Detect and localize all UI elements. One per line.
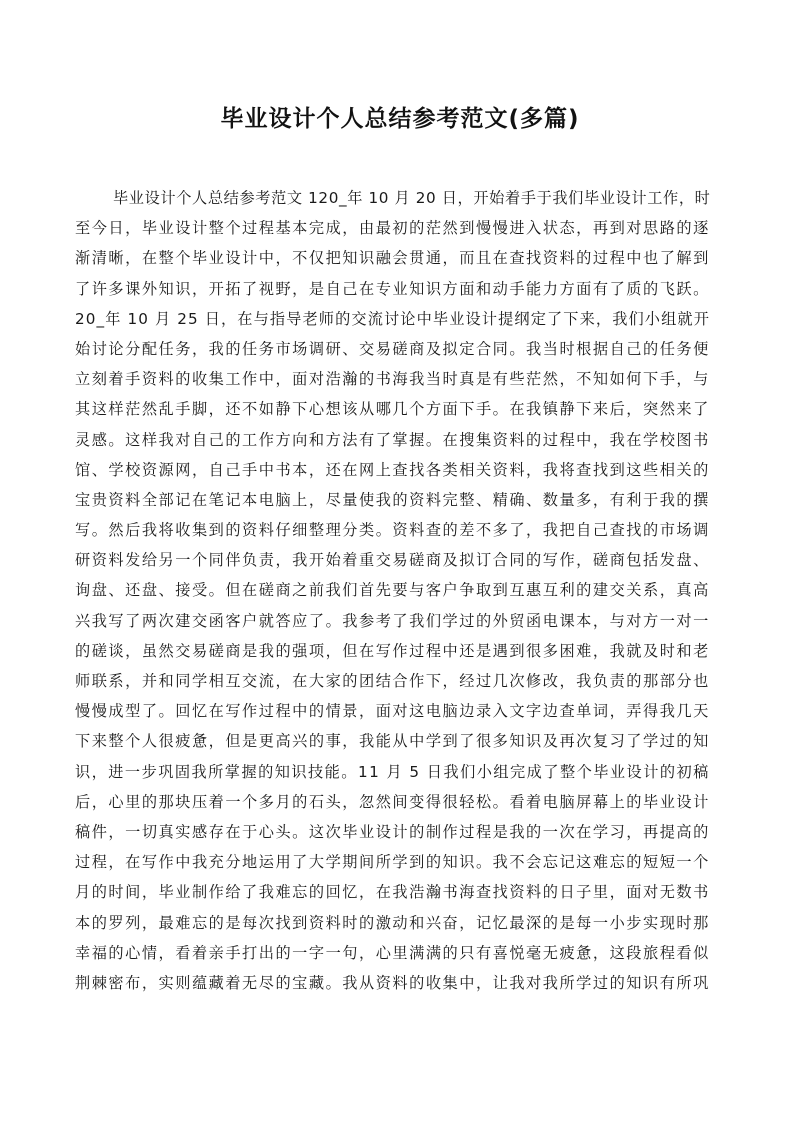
paragraph-line: 灵感。这样我对自己的工作方向和方法有了掌握。在搜集资料的过程中，我在学校图书: [75, 430, 710, 449]
paragraph-line: 师联系，并和同学相互交流，在大家的团结合作下，经过几次修改，我负责的那部分也: [75, 672, 710, 690]
paragraph-line: 写。然后我将收集到的资料仔细整理分类。资料查的差不多了，我把自己查找的市场调: [75, 521, 710, 540]
paragraph-line: 慢慢成型了。回忆在写作过程中的情景，面对这电脑边录入文字边查单词，弄得我几天: [75, 702, 710, 721]
paragraph-line: 询盘、还盘、接受。但在磋商之前我们首先要与客户争取到互惠互利的建交关系，真高: [75, 581, 710, 600]
paragraph-line: 后，心里的那块压着一个多月的石头，忽然间变得很轻松。看着电脑屏幕上的毕业设计: [75, 792, 710, 811]
paragraph-line: 幸福的心情，看着亲手打出的一字一句，心里满满的只有喜悦毫无疲惫，这段旅程看似: [75, 943, 710, 962]
paragraph-line: 本的罗列，最难忘的是每次找到资料时的激动和兴奋，记忆最深的是每一小步实现时那: [75, 913, 710, 932]
paragraph-line: 立刻着手资料的收集工作中，面对浩瀚的书海我当时真是有些茫然，不知如何下手，与: [75, 370, 710, 389]
paragraph-line: 了许多课外知识，开拓了视野，是自己在专业知识方面和动手能力方面有了质的飞跃。: [75, 279, 710, 298]
document-body: [75, 183, 711, 998]
paragraph-line: 渐清晰，在整个毕业设计中，不仅把知识融会贯通，而且在查找资料的过程中也了解到: [75, 249, 710, 268]
paragraph-line: 的磋谈，虽然交易磋商是我的强项，但在写作过程中还是遇到很多困难，我就及时和老: [75, 641, 710, 660]
paragraph-line: 过程，在写作中我充分地运用了大学期间所学到的知识。我不会忘记这难忘的短短一个: [75, 853, 710, 872]
paragraph-line: 下来整个人很疲惫，但是更高兴的事，我能从中学到了很多知识及再次复习了学过的知: [75, 732, 710, 751]
document-title: 毕业设计个人总结参考范文(多篇): [220, 106, 580, 132]
paragraph-line: 其这样茫然乱手脚，还不如静下心想该从哪几个方面下手。在我镇静下来后，突然来了: [75, 400, 710, 419]
paragraph-line: 始讨论分配任务，我的任务市场调研、交易磋商及拟定合同。我当时根据自己的任务便: [75, 339, 710, 358]
paragraph-line: 月的时间，毕业制作给了我难忘的回忆，在我浩瀚书海查找资料的日子里，面对无数书: [75, 883, 710, 902]
paragraph-line: 毕业设计个人总结参考范文 120_年 10 月 20 日，开始着手于我们毕业设计工作，时: [113, 189, 711, 207]
paragraph-line: 至今日，毕业设计整个过程基本完成，由最初的茫然到慢慢进入状态，再到对思路的逐: [75, 219, 710, 238]
paragraph-line: 荆棘密布，实则蕴藏着无尽的宝藏。我从资料的收集中，让我对我所学过的知识有所巩: [75, 973, 710, 992]
paragraph-line: 研资料发给另一个同伴负责，我开始着重交易磋商及拟订合同的写作，磋商包括发盘、: [75, 551, 710, 570]
paragraph-line: 稿件，一切真实感存在于心头。这次毕业设计的制作过程是我的一次在学习，再提高的: [75, 822, 710, 841]
paragraph-line: 兴我写了两次建交函客户就答应了。我参考了我们学过的外贸函电课本，与对方一对一: [75, 611, 710, 630]
paragraph-line: 宝贵资料全部记在笔记本电脑上，尽量使我的资料完整、精确、数量多，有利于我的撰: [75, 490, 710, 509]
paragraph-line: 20_年 10 月 25 日，在与指导老师的交流讨论中毕业设计提纲定了下来，我们小组就开: [75, 309, 710, 328]
paragraph-line: 馆、学校资源网，自己手中书本，还在网上查找各类相关资料，我将查找到这些相关的: [75, 460, 710, 479]
paragraph-line: 识，进一步巩固我所掌握的知识技能。11 月 5 日我们小组完成了整个毕业设计的初稿: [75, 762, 710, 781]
